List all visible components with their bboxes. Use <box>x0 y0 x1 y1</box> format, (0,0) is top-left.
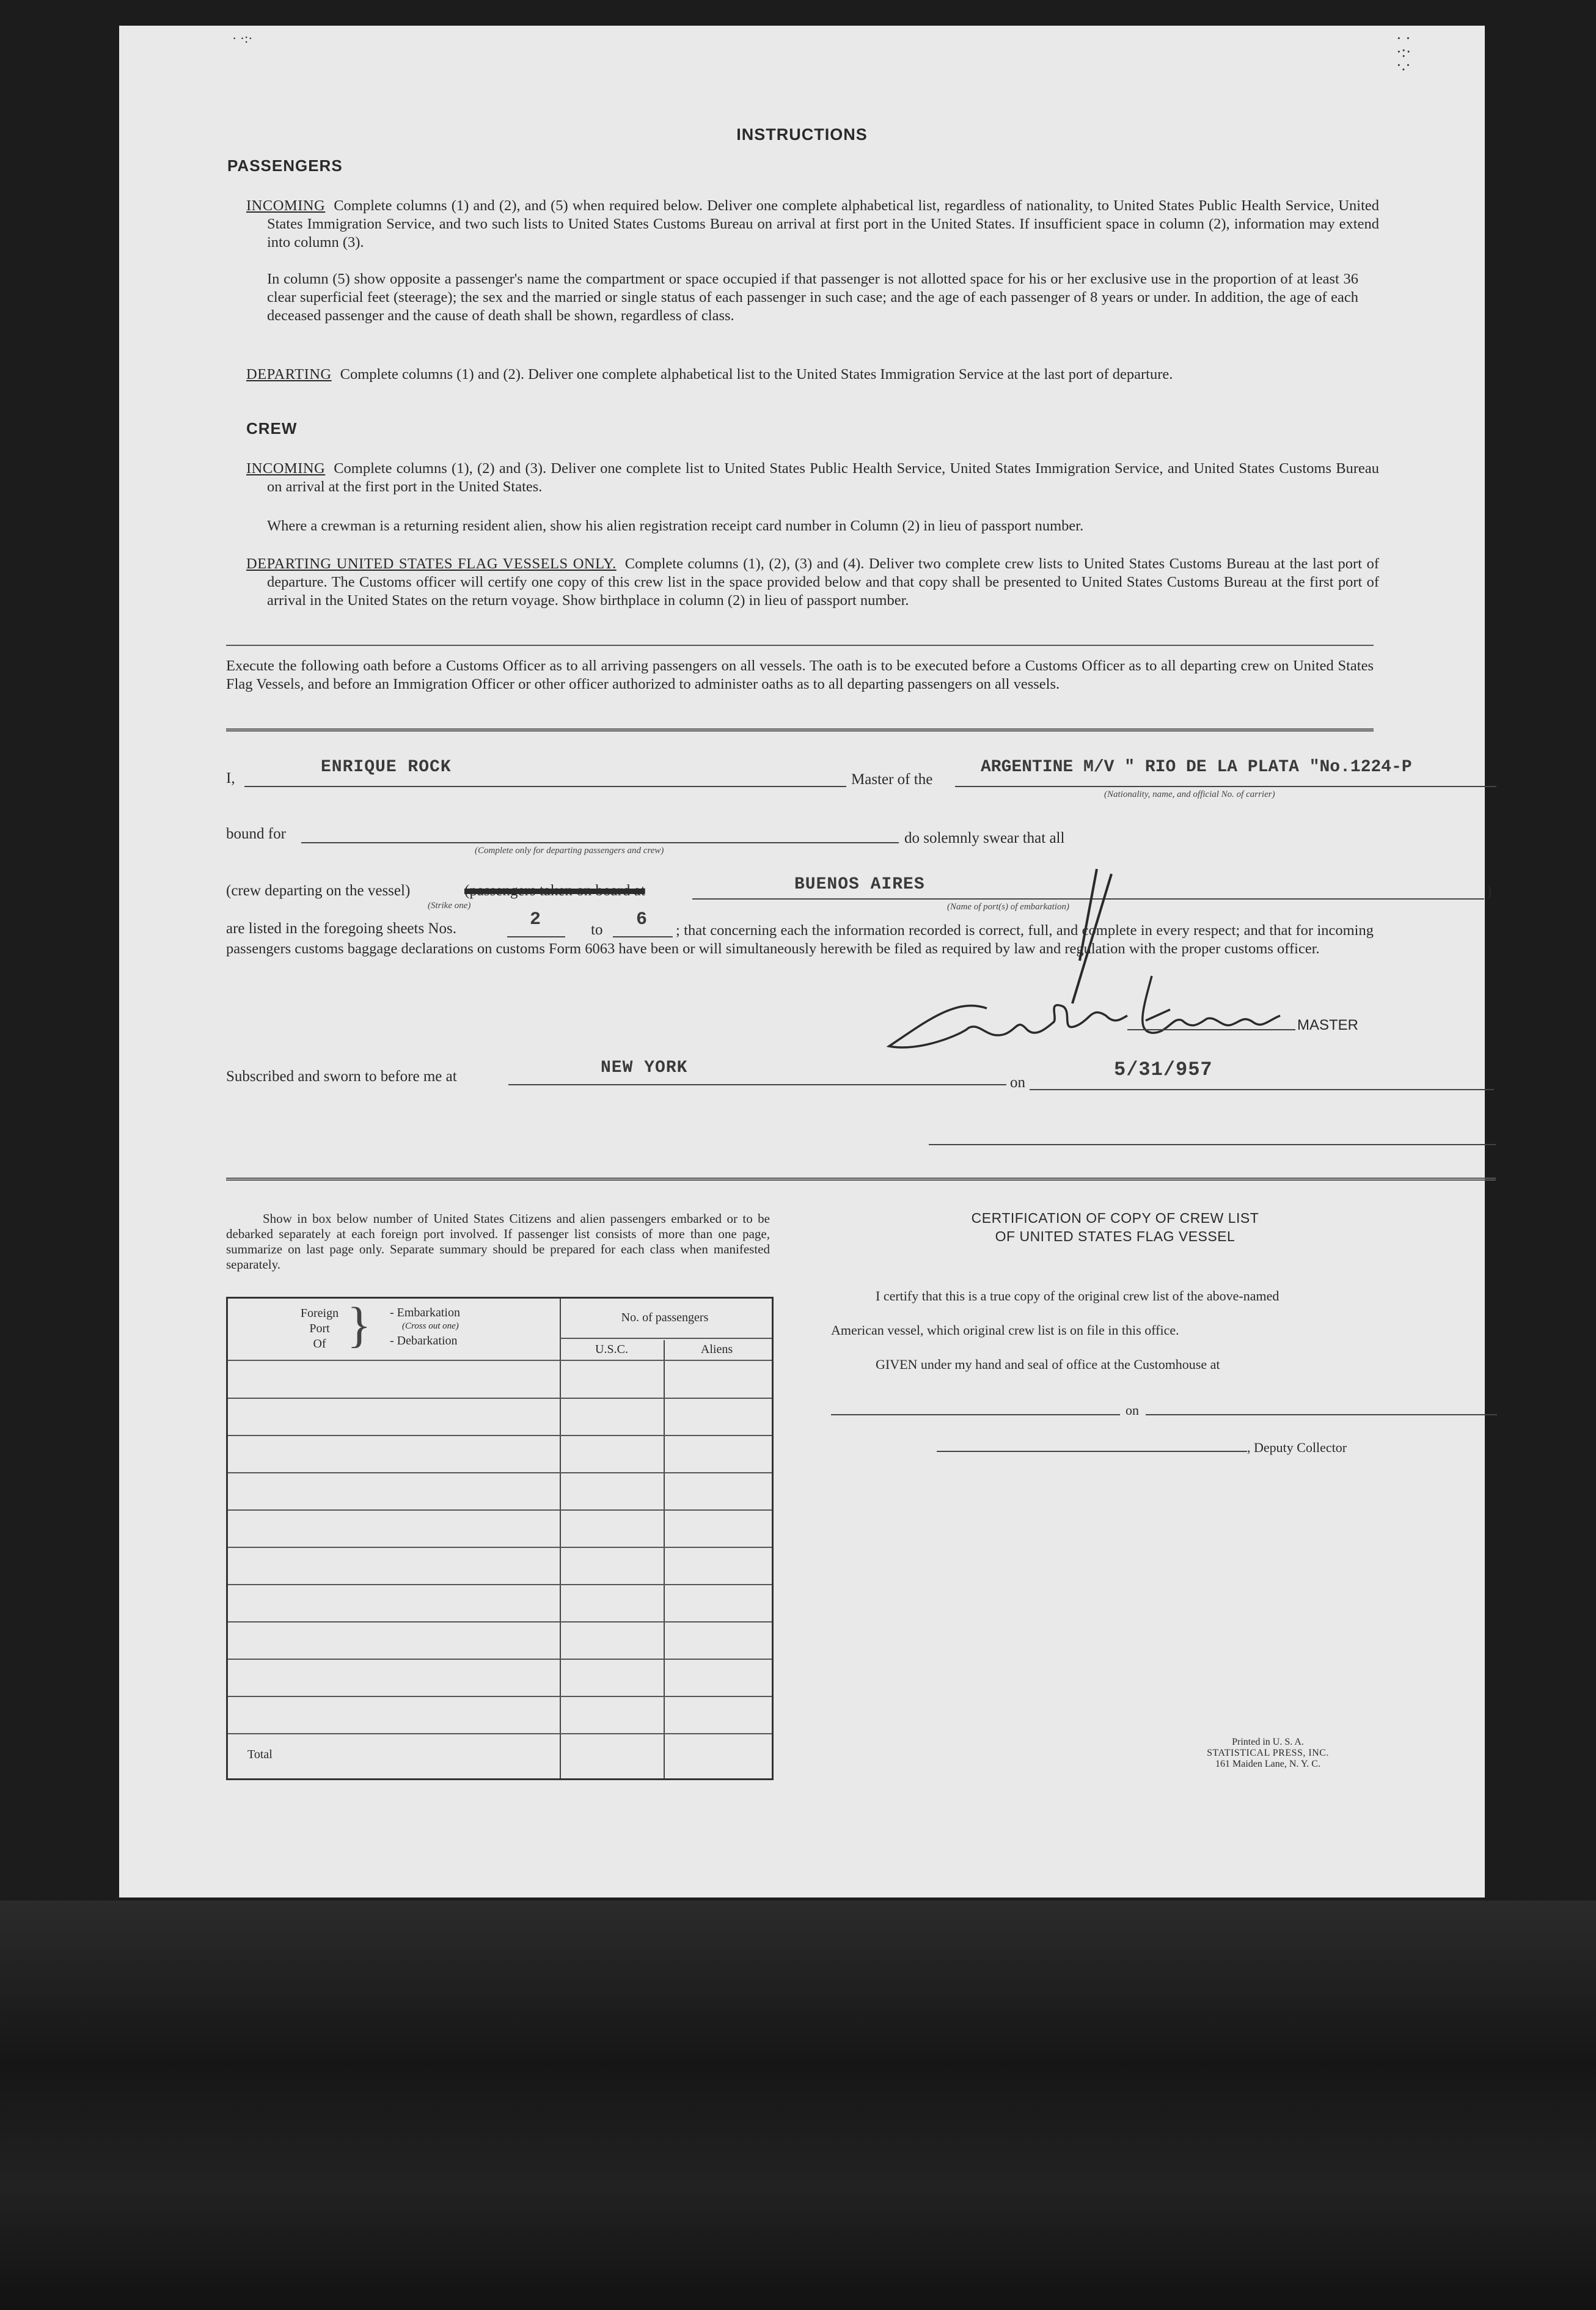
crew-departing-option: (crew departing on the vessel) <box>226 882 411 899</box>
bound-for-caption: (Complete only for departing passengers and crew) <box>475 846 664 856</box>
aliens-column-header: Aliens <box>700 1343 733 1356</box>
passenger-summary-table <box>226 1297 774 1780</box>
swear-text: do solemnly swear that all <box>904 830 1065 846</box>
certification-on-label: on <box>1126 1402 1139 1418</box>
brace-icon: } <box>347 1297 372 1352</box>
table-col-divider-1 <box>560 1299 561 1778</box>
column5-paragraph: In column (5) show opposite a passenger's name the compartment or space occupied if that passenger is not allotted space for his or her exclusive use in the proportion of at least 36 clear superficial feet (steerage); the sex and the married or single status of each passenger in such case; and the age of each passenger of 8 years or under. In addition, the age of each deceased passenger and the cause of death shall be shown, regardless of class. <box>267 271 1358 324</box>
master-of-label: Master of the <box>851 771 933 788</box>
usc-column-header: U.S.C. <box>595 1343 628 1356</box>
sworn-place-value: NEW YORK <box>601 1058 688 1077</box>
crew-departing-text: Complete columns (1), (2), (3) and (4). Deliver two complete crew lists to United States Customs Bureau at the last port of departure. The Customs officer will certify one copy of this crew list in the space provided below and that copy shall be presented to United States Customs Bureau at the first port of arrival in the United States on the return voyage. Show birthplace in column (2) in lieu of passport number. <box>267 556 1379 609</box>
crew-resident-paragraph: Where a crewman is a returning resident alien, show his alien registration receipt card number in Column (2) in lieu of passport number. <box>267 518 1084 534</box>
instructions-title: INSTRUCTIONS <box>736 125 868 144</box>
vessel-line <box>955 786 1496 787</box>
embarkation-label: - Embarkation <box>390 1306 460 1319</box>
form-page <box>119 26 1492 1898</box>
table-row-rule <box>228 1696 772 1697</box>
signature-line <box>1127 1029 1295 1030</box>
crew-departing-paragraph <box>246 555 1379 610</box>
passengers-incoming-paragraph <box>246 197 1379 252</box>
oath-instruction: Execute the following oath before a Customs Officer as to all arriving passengers on all vessels. The oath is to be executed before a Customs Officer as to all departing crew on United States Flag Vessels, and before an Immigration Officer or other officer authorized to administer oaths as to all departing passengers on all vessels. <box>226 658 1374 692</box>
film-specks-top-left: · ·:· <box>232 31 253 46</box>
passengers-option-struck: (passengers taken on board at <box>464 882 645 899</box>
sheet-from-value: 2 <box>530 909 542 930</box>
strike-caption: (Strike one) <box>428 901 471 911</box>
table-row-rule <box>228 1398 772 1399</box>
deputy-collector-line <box>937 1451 1247 1452</box>
bound-for-label: bound for <box>226 826 286 842</box>
table-row-rule <box>228 1733 772 1734</box>
table-row-rule <box>228 1621 772 1623</box>
printer-imprint: Printed in U. S. A. STATISTICAL PRESS, INC. 161 Maiden Lane, N. Y. C. <box>1207 1737 1329 1769</box>
sheet-to-value: 6 <box>636 909 648 930</box>
listed-label: are listed in the foregoing sheets Nos. <box>226 920 456 937</box>
officer-signature-line <box>929 1144 1496 1145</box>
table-row-rule <box>228 1659 772 1660</box>
no-of-passengers-header: No. of passengers <box>621 1311 709 1324</box>
oath-statement: ; that concerning each the information recorded is correct, full, and complete in every respect; and that for incoming passengers customs baggage declarations on customs Form 6063 have been or will simultaneously herewith be filed as required by law and regulation with the proper customs officer. <box>226 922 1374 957</box>
passengers-incoming-text: Complete columns (1) and (2), and (5) when required below. Deliver one complete alphabetical list, regardless of nationality, to United States Public Health Service, United States Immigration Service, and two such lists to United States Customs Bureau on arrival at first port in the United States. If insufficient space in column (2), information may extend into column (3). <box>267 197 1379 251</box>
total-row-label: Total <box>247 1748 273 1761</box>
vessel-value: ARGENTINE M/V " RIO DE LA PLATA "No.1224-P <box>981 758 1412 777</box>
table-header-rule <box>228 1360 772 1361</box>
certification-heading-1: CERTIFICATION OF COPY OF CREW LIST <box>971 1210 1259 1226</box>
to-label: to <box>591 922 603 938</box>
certification-line-3: GIVEN under my hand and seal of office at the Customhouse at <box>876 1357 1220 1372</box>
sworn-date-line <box>1030 1089 1494 1090</box>
crew-departing-label: DEPARTING UNITED STATES FLAG VESSELS ONLY. <box>246 556 617 572</box>
section-divider-3 <box>226 1178 1496 1181</box>
crew-incoming-label: INCOMING <box>246 460 326 477</box>
section-divider-2 <box>226 728 1374 732</box>
crew-heading: CREW <box>246 419 298 438</box>
port-caption: (Name of port(s) of embarkation) <box>947 902 1069 912</box>
debarkation-label: - Debarkation <box>390 1334 458 1348</box>
passengers-heading: PASSENGERS <box>227 156 343 175</box>
bound-for-line <box>301 842 899 843</box>
master-name-line <box>244 786 846 787</box>
certification-date-line <box>1146 1414 1497 1415</box>
table-row-rule <box>228 1509 772 1511</box>
passengers-departing-label: DEPARTING <box>246 366 332 383</box>
deputy-collector-label: , Deputy Collector <box>1247 1440 1347 1455</box>
close-paren: ) <box>1487 884 1492 900</box>
film-specks-top-right: · · ·:· ·.· <box>1396 29 1411 74</box>
certification-heading-2: OF UNITED STATES FLAG VESSEL <box>995 1228 1235 1244</box>
oath-i-label: I, <box>226 770 235 787</box>
table-subheader-rule <box>560 1338 772 1339</box>
vessel-caption: (Nationality, name, and official No. of carrier) <box>1104 790 1275 799</box>
certification-line-2: American vessel, which original crew list is on file in this office. <box>831 1322 1179 1338</box>
crew-incoming-text: Complete columns (1), (2) and (3). Deliver one complete list to United States Public Health Service, United States Immigration Service, and United States Customs Bureau on arrival at the first port in the United States. <box>267 460 1379 495</box>
table-row-rule <box>228 1547 772 1548</box>
sworn-on-label: on <box>1010 1074 1025 1091</box>
summary-instructions: Show in box below number of United States Citizens and alien passengers embarked or to be debarked separately at each foreign port involved. If passenger list consists of more than one page, summarize on last page only. Separate summary should be prepared for each class when manifested separately. <box>226 1211 770 1272</box>
table-row-rule <box>228 1472 772 1473</box>
certification-line-1: I certify that this is a true copy of the original crew list of the above-named <box>876 1288 1279 1304</box>
master-signature <box>865 869 1366 1071</box>
passengers-departing-paragraph <box>246 365 1379 384</box>
port-embarkation-value: BUENOS AIRES <box>794 875 925 894</box>
customhouse-line <box>831 1414 1120 1415</box>
film-border-bottom <box>0 1901 1596 2310</box>
master-label: MASTER <box>1297 1017 1359 1033</box>
section-divider-1 <box>226 645 1374 646</box>
crew-incoming-paragraph <box>246 460 1379 496</box>
sworn-place-line <box>508 1084 1006 1085</box>
passengers-incoming-label: INCOMING <box>246 197 326 214</box>
sworn-date-value: 5/31/957 <box>1114 1058 1213 1081</box>
table-col-divider-2 <box>664 1340 665 1778</box>
passengers-departing-text: Complete columns (1) and (2). Deliver one complete alphabetical list to the United States Immigration Service at the last port of departure. <box>340 366 1173 383</box>
master-name-value: ENRIQUE ROCK <box>321 758 452 777</box>
foreign-port-of-label: Foreign Port Of <box>300 1307 339 1351</box>
table-row-rule <box>228 1435 772 1436</box>
cross-out-caption: (Cross out one) <box>402 1321 459 1331</box>
subscribed-label: Subscribed and sworn to before me at <box>226 1068 457 1085</box>
table-row-rule <box>228 1584 772 1585</box>
